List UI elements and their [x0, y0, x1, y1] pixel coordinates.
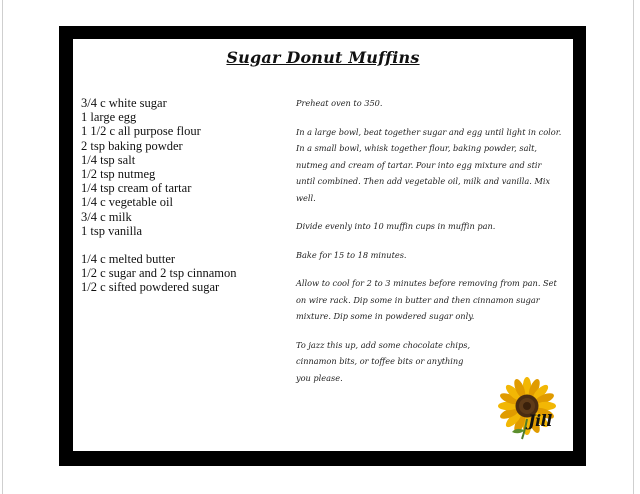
recipe-title: Sugar Donut Muffins	[226, 48, 420, 67]
ingredient-item: 1/4 tsp salt	[81, 152, 136, 167]
recipe-card-frame	[59, 26, 586, 466]
ingredient-item: 1 large egg	[81, 110, 137, 125]
ingredient-item: 1/4 c vegetable oil	[81, 195, 173, 210]
coating-item: 1/4 c melted butter	[81, 252, 176, 267]
signature: Jill	[528, 411, 552, 430]
ingredient-group-spacer	[81, 238, 281, 252]
ingredient-item: 3/4 c milk	[81, 209, 132, 224]
recipe-card	[73, 39, 573, 451]
instruction-step: Divide evenly into 10 muffin cups in muffin pan.	[296, 221, 496, 231]
instruction-tip: To jazz this up, add some chocolate chips, cinnamon bits, or toffee bits or anything you please.	[296, 339, 471, 383]
ingredient-item: 2 tsp baking powder	[81, 138, 183, 153]
ingredients-list	[81, 96, 281, 295]
coating-item: 1/2 c sugar and 2 tsp cinnamon	[81, 266, 237, 281]
ingredient-item: 1/4 tsp cream of tartar	[81, 181, 192, 196]
sunflower-icon	[494, 375, 560, 441]
instructions	[296, 95, 562, 398]
ingredient-item: 1/2 tsp nutmeg	[81, 167, 156, 182]
page-edge-left	[2, 0, 3, 494]
page-edge-right	[633, 0, 634, 494]
ingredient-item: 1 1/2 c all purpose flour	[81, 124, 201, 139]
instruction-step: Preheat oven to 350.	[296, 98, 383, 108]
instruction-step: Allow to cool for 2 to 3 minutes before removing from pan. Set on wire rack. Dip some in butter and then cinnamon sugar mixture. Dip some in powdered sugar only.	[296, 278, 557, 321]
instruction-step: Bake for 15 to 18 minutes.	[296, 249, 407, 260]
coating-item: 1/2 c sifted powdered sugar	[81, 280, 220, 295]
ingredient-item: 3/4 c white sugar	[81, 96, 167, 110]
ingredient-item: 1 tsp vanilla	[81, 223, 143, 238]
instruction-step: In a large bowl, beat together sugar and egg until light in color. In a small bowl, whisk together flour, baking powder, salt, nutmeg and cream of tartar. Pour into egg mixture and stir until combined. Then add vegetable oil, milk and vanilla. Mix well.	[296, 126, 562, 203]
